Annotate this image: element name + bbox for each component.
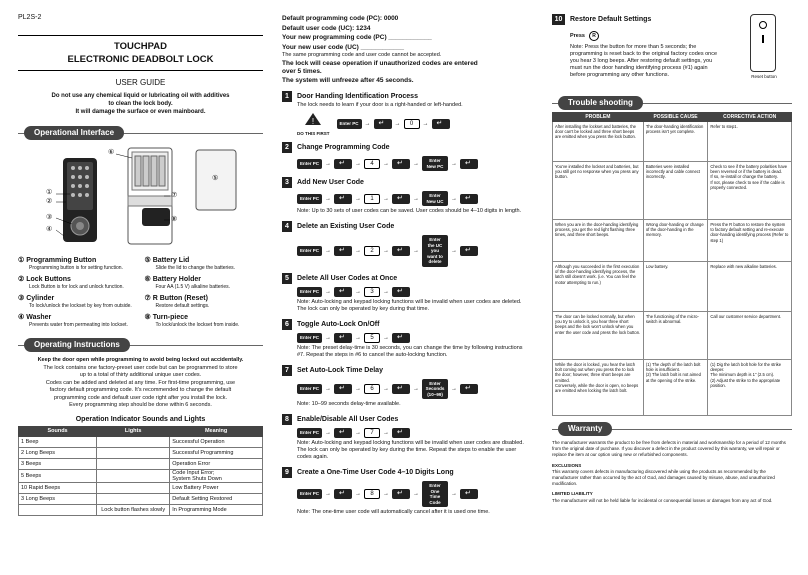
intro-line: factory default programming code. It's recommended to change the default bbox=[49, 387, 232, 393]
warning-line-3: It will damage the surface or even mainboard. bbox=[75, 109, 206, 115]
warning-icon bbox=[304, 112, 322, 126]
enter-key-icon bbox=[392, 333, 410, 343]
step-note: Note: Up to 30 sets of user codes can be saved. User codes should be 4–10 digits in length. bbox=[297, 208, 522, 214]
component-legend bbox=[18, 256, 263, 328]
intro-line: Codes can be added and deleted at any time. For first-time programming, use bbox=[45, 379, 236, 386]
section-title: Trouble shooting bbox=[558, 96, 643, 110]
enter-pc-key: Enter PC bbox=[297, 287, 322, 297]
step-title: Change Programming Code bbox=[297, 144, 390, 151]
r-button-icon: R bbox=[589, 31, 599, 41]
legend-desc: Prevents water from permeating into lockset. bbox=[29, 322, 128, 328]
lock-diagram-svg bbox=[18, 144, 263, 252]
column-header: Meaning bbox=[170, 426, 263, 436]
code-note: The same programming code and user code cannot be accepted. bbox=[282, 52, 442, 58]
column-3 bbox=[552, 14, 792, 504]
column-header: PROBLEM bbox=[553, 113, 644, 122]
enter-key-icon bbox=[460, 246, 478, 256]
legend-item bbox=[18, 275, 137, 290]
table-row: 1 Beep Successful Operation bbox=[19, 436, 263, 447]
table-row: 3 Beeps Operation Error bbox=[19, 458, 263, 469]
enter-key-icon bbox=[460, 384, 478, 394]
sounds-table bbox=[18, 426, 263, 516]
step-10 bbox=[552, 14, 792, 94]
intro-line: The lock contains one factory-preset user code but can be programmed to store bbox=[43, 364, 238, 371]
legend-title: Lock Buttons bbox=[26, 276, 71, 283]
digit-key: 6 bbox=[364, 384, 380, 394]
arrow-icon: → bbox=[364, 121, 371, 127]
table-row: After installing the lockset and batteries, the door can't be locked and three short beeps are emitted when you press the lock button. The door-handing identification process isn't yet complete. Refer to step1. bbox=[553, 122, 792, 162]
legend-desc: Four AA (1.5 V) alkaline batteries. bbox=[155, 284, 230, 290]
enter-key-icon bbox=[334, 287, 352, 297]
digit-key: 1 bbox=[364, 194, 380, 204]
legend-item bbox=[18, 294, 137, 309]
step-title: Delete an Existing User Code bbox=[297, 223, 395, 230]
step-number: 9 bbox=[282, 467, 292, 478]
enter-key-icon bbox=[334, 194, 352, 204]
digit-key: 2 bbox=[364, 246, 380, 256]
legend-num: ⑥ bbox=[144, 276, 151, 283]
step-number: 10 bbox=[552, 14, 565, 25]
section-trouble-shooting bbox=[552, 96, 792, 110]
section-operational-interface bbox=[18, 126, 263, 140]
key-sequence: Enter PC → ↵ → 5 → ↵ bbox=[297, 333, 530, 343]
step-note: Note: Auto-locking and keypad locking functions will be invalid when user codes are disabled. The lock can only be operated by key during the time. Repeat the steps to enable the user codes again. bbox=[297, 440, 524, 460]
sounds-table-title: Operation Indicator Sounds and Lights bbox=[75, 415, 206, 423]
step-8 bbox=[282, 414, 530, 461]
step-4 bbox=[282, 221, 530, 267]
enter-pc-key: Enter PC bbox=[297, 333, 322, 343]
table-row: 5 Beeps Code Input Error; System Shuts Down bbox=[19, 469, 263, 482]
step-number: 7 bbox=[282, 365, 292, 376]
title-line-2: ELECTRONIC DEADBOLT LOCK bbox=[67, 54, 214, 65]
column-header: CORRECTIVE ACTION bbox=[708, 113, 792, 122]
step-title: Delete All User Codes at Once bbox=[297, 274, 398, 282]
key-sequence: Enter PC → ↵ → 3 → ↵ bbox=[297, 287, 530, 297]
reset-bar-icon bbox=[762, 35, 764, 43]
do-this-first-label: DO THIS FIRST bbox=[297, 131, 330, 136]
table-row: While the door is locked, you hear the latch bolt coming out when you press the to lock the door; however, three short beeps are emitted. Conversely, while the door is open, no beeps are emitted when locking the latch bolt. (1) The depth of the latch bolt hole is insufficient. (2) The latch bolt is not aimed at the opening of the strike. (1) Dig the latch bolt hole for the strike deeper. The minimum depth is 1" (2.5 cm). (2) Adjust the strike to the appropriate position. bbox=[553, 360, 792, 416]
troubleshooting-table bbox=[552, 112, 792, 416]
step-desc: The lock needs to learn if your door is a right-handed or left-handed. bbox=[297, 102, 463, 108]
column-header: Sounds bbox=[19, 426, 97, 436]
step-number: 2 bbox=[282, 142, 292, 153]
legend-item bbox=[145, 313, 264, 328]
step-number: 8 bbox=[282, 414, 292, 425]
table-row: You've installed the lockset and batteries, but you still get no response when you press any button. Batteries were installed incorrectly and cable connect incorrectly. Check to see if the battery polarities have been reversed or if the battery is dead. If so, re-install or change the battery. If not, please check to see if the cable is properly connected. bbox=[553, 162, 792, 220]
key-sequence: Enter PC → ↵ → 6 → ↵ → Enter Seconds (10~99) → ↵ bbox=[297, 379, 530, 400]
step-note: Note: The preset delay-time is 30 seconds, you can change the time by following instructions #7. Repeat the steps in #6 to cancel the auto-locking function. bbox=[297, 344, 523, 358]
enter-key-icon bbox=[460, 159, 478, 169]
digit-key: 5 bbox=[364, 333, 380, 343]
step-5 bbox=[282, 273, 530, 313]
step-title: Toggle Auto-Lock On/Off bbox=[297, 320, 380, 328]
enter-key-icon bbox=[334, 159, 352, 169]
enter-key-icon bbox=[334, 333, 352, 343]
enter-seconds-key: Enter Seconds (10~99) bbox=[422, 379, 448, 400]
legend-item bbox=[145, 294, 264, 309]
liability-title: LIMITED LIABILITY bbox=[552, 491, 593, 497]
warranty-text: The manufacturer warrants the product to be free from defects in material and workmanship for a period of 12 months from the original date of purchase. If you discover a defect in the product covered by this warranty, we will repair or replace the item at our option using new or refurbished components. bbox=[552, 440, 786, 458]
legend-num: ⑤ bbox=[144, 257, 151, 264]
legend-num: ④ bbox=[18, 314, 25, 321]
digit-key: 7 bbox=[364, 428, 380, 438]
step-note: Note: Press the button for more than 5 seconds; the programming is reset back to the original factory codes once you hear 3 long beeps. After restoring default settings, you must run the door handing identifying process (#1) again before programming any other functions. bbox=[570, 44, 718, 78]
legend-num: ③ bbox=[18, 295, 25, 302]
enter-pc-key: Enter PC bbox=[337, 119, 362, 129]
turn-piece bbox=[142, 208, 170, 226]
enter-new-pc-key: Enter New PC bbox=[422, 156, 448, 171]
key-sequence: Enter PC → ↵ → 1 → ↵ → Enter New UC → ↵ bbox=[297, 191, 530, 206]
legend-item bbox=[145, 256, 264, 271]
callout-1: ① bbox=[46, 189, 53, 196]
digit-key: 3 bbox=[364, 287, 380, 297]
table-header-row bbox=[553, 113, 792, 122]
step-note: Note: Auto-locking and keypad locking functions will be invalid when user codes are deleted. The lock can only be operated by key during that time. bbox=[297, 298, 522, 312]
enter-key-icon bbox=[392, 489, 410, 499]
key-sequence: Enter PC → ↵ → 7 → ↵ bbox=[297, 428, 530, 438]
intro-line: up to a total of thirty additional unique user codes. bbox=[79, 372, 202, 378]
key-sequence bbox=[297, 112, 530, 136]
legend-desc: Lock Button is for lock and unlock function. bbox=[29, 284, 124, 290]
intro-text bbox=[18, 357, 263, 410]
exclusions bbox=[552, 463, 792, 488]
svg-text:!: ! bbox=[312, 117, 315, 126]
step-note: Note: 10–99 seconds delay-time available. bbox=[297, 401, 401, 407]
callout-6: ⑥ bbox=[108, 149, 115, 156]
cylinder-core bbox=[76, 222, 84, 230]
enter-key-icon bbox=[392, 159, 410, 169]
step-number: 4 bbox=[282, 221, 292, 232]
step-title: Enable/Disable All User Codes bbox=[297, 416, 399, 423]
legend-desc: Slide the lid to change the batteries. bbox=[155, 265, 235, 271]
step-9 bbox=[282, 467, 530, 516]
legend-num: ⑧ bbox=[144, 314, 151, 321]
enter-key-icon bbox=[460, 489, 478, 499]
table-row: 3 Long Beeps Default Setting Restored bbox=[19, 493, 263, 504]
callout-2: ② bbox=[46, 198, 53, 205]
section-warranty bbox=[552, 422, 792, 436]
enter-one-time-code-key: Enter One Time Code bbox=[422, 481, 448, 507]
table-row: 2 Long Beeps Successful Programming bbox=[19, 447, 263, 458]
press-label: Press bbox=[570, 33, 585, 39]
legend-desc: To lock/unlock the lockset from inside. bbox=[155, 322, 240, 328]
step-1 bbox=[282, 91, 530, 136]
step-title: Door Handing Identification Process bbox=[297, 93, 418, 100]
enter-key-icon bbox=[392, 194, 410, 204]
enter-pc-key: Enter PC bbox=[297, 194, 322, 204]
limited-liability bbox=[552, 491, 792, 503]
key-sequence: Enter PC → ↵ → 4 → ↵ → Enter New PC → ↵ bbox=[297, 156, 530, 171]
step-title: Create a One-Time User Code 4–10 Digits Long bbox=[297, 469, 454, 476]
intro-line: Every programming step should be done within 6 seconds. bbox=[69, 402, 212, 408]
legend-num: ⑦ bbox=[144, 295, 151, 302]
enter-key-icon bbox=[460, 194, 478, 204]
legend-title: Battery Holder bbox=[152, 276, 201, 283]
section-operating-instructions bbox=[18, 338, 263, 352]
legend-num: ① bbox=[18, 257, 25, 264]
step-note: Note: The one-time user code will automatically cancel after it is used one time. bbox=[297, 509, 490, 515]
reset-area bbox=[128, 196, 172, 206]
title-line-1: TOUCHPAD bbox=[114, 41, 167, 52]
new-uc: Your new user code (UC) ____________ bbox=[282, 43, 404, 51]
legend-title: Washer bbox=[26, 314, 52, 321]
lockout-warning-1: The lock will cease operation if unauthorized codes are entered bbox=[282, 59, 478, 67]
enter-pc-key: Enter PC bbox=[297, 246, 322, 256]
column-1 bbox=[18, 14, 263, 516]
model-number: PL2S-2 bbox=[18, 14, 42, 21]
legend-desc: To lock/unlock the lockset by key from outside. bbox=[29, 303, 132, 309]
enter-new-uc-key: Enter New UC bbox=[422, 191, 448, 206]
legend-num: ② bbox=[18, 276, 25, 283]
table-row: Although you succeeded in the first execution of the door-handing identifying process, the latch still doesn't work. (i.e. You can feel the motor attempting to run.) Low battery. Replace with new alkaline batteries. bbox=[553, 262, 792, 312]
enter-key-icon bbox=[392, 384, 410, 394]
enter-pc-key: Enter PC bbox=[297, 489, 322, 499]
do-this-first bbox=[297, 112, 330, 136]
legend-title: R Button (Reset) bbox=[152, 295, 208, 302]
table-row: 10 Rapid Beeps Low Battery Power bbox=[19, 482, 263, 493]
table-row: The door can be locked normally, but when you try to unlock it, you hear three short beeps and the lock won't unlock when you enter the user code and press the lock button. The functioning of the micro-switch is abnormal. Call our customer service department. bbox=[553, 312, 792, 360]
step-3 bbox=[282, 177, 530, 215]
step-number: 5 bbox=[282, 273, 292, 284]
enter-key-icon bbox=[334, 428, 352, 438]
title-box bbox=[18, 35, 263, 71]
enter-pc-key: Enter PC bbox=[297, 384, 322, 394]
lockout-warning-2: over 5 times. bbox=[282, 68, 322, 75]
step-6 bbox=[282, 319, 530, 359]
enter-key-icon bbox=[334, 489, 352, 499]
new-pc: Your new programming code (PC) ____________ bbox=[282, 34, 432, 41]
digit-key: 4 bbox=[364, 159, 380, 169]
enter-key-icon bbox=[392, 246, 410, 256]
legend-item bbox=[18, 313, 137, 328]
exclusions-text: This warranty covers defects in manufacturing discovered while using the products as recommended by the manufacturer rather than occurred by the act of God, and damages caused by misuse, abuse, and unauthorized modification. bbox=[552, 468, 775, 487]
step-number: 6 bbox=[282, 319, 292, 330]
reset-button-label: Reset button bbox=[751, 74, 777, 79]
warning-line-1: Do not use any chemical liquid or lubricating oil with additives bbox=[51, 93, 230, 99]
arrow-icon: → bbox=[394, 121, 401, 127]
default-uc: Default user code (UC): 1234 bbox=[282, 24, 371, 32]
legend-title: Turn-piece bbox=[152, 314, 188, 321]
enter-pc-key: Enter PC bbox=[297, 428, 322, 438]
enter-key-icon bbox=[392, 287, 410, 297]
enter-key-icon bbox=[334, 246, 352, 256]
legend-title: Programming Button bbox=[26, 257, 97, 264]
intro-line: programming code and default user code right after you install the lock. bbox=[53, 394, 228, 401]
enter-key-icon bbox=[392, 428, 410, 438]
section-title: Operating Instructions bbox=[24, 338, 130, 352]
table-header-row bbox=[19, 426, 263, 436]
step-number: 3 bbox=[282, 177, 292, 188]
section-title: Warranty bbox=[558, 422, 612, 436]
callout-5: ⑤ bbox=[212, 175, 219, 182]
step-title: Set Auto-Lock Time Delay bbox=[297, 366, 383, 374]
enter-key-icon bbox=[432, 119, 450, 129]
warning-line-2: to clean the lock body. bbox=[108, 101, 173, 107]
table-row: When you are in the door-handing identifying process, you get the red light flashing three times, and three short beeps. Wrong door-handing or change of the door-handing in the memory. Press the R button to restore the system to factory default setting and re-execute door-handing identifying process (Refer to step 1) bbox=[553, 220, 792, 262]
enter-key-icon bbox=[374, 119, 392, 129]
digit-key: 0 bbox=[404, 119, 420, 129]
legend-title: Battery Lid bbox=[152, 257, 190, 264]
lock-illustration bbox=[18, 144, 263, 252]
lockout-warning-3: The system will unfreeze after 45 seconds. bbox=[282, 76, 414, 84]
legend-title: Cylinder bbox=[26, 295, 55, 302]
cleaning-warning bbox=[18, 92, 263, 116]
enter-uc-delete-key: Enter the UC you want to delete bbox=[422, 235, 448, 267]
step-7 bbox=[282, 365, 530, 409]
key-sequence: Enter PC → ↵ → 8 → ↵ → Enter One Time Code → ↵ bbox=[297, 481, 530, 507]
section-title: Operational Interface bbox=[24, 126, 124, 140]
legend-item bbox=[18, 256, 137, 271]
table-row: Lock button flashes slowly In Programming Mode bbox=[19, 504, 263, 515]
step-number: 1 bbox=[282, 91, 292, 102]
callout-7: ⑦ bbox=[171, 192, 178, 199]
exclusions-title: EXCLUSIONS bbox=[552, 462, 582, 468]
step-title: Restore Default Settings bbox=[570, 16, 652, 23]
callout-3: ③ bbox=[46, 214, 53, 221]
key-sequence: Enter PC → ↵ → 2 → ↵ → Enter the UC you want to delete → ↵ bbox=[297, 235, 530, 267]
enter-pc-key: Enter PC bbox=[297, 159, 322, 169]
step-2 bbox=[282, 142, 530, 171]
arrow-icon: → bbox=[422, 121, 429, 127]
digit-key: 8 bbox=[364, 489, 380, 499]
reset-button-diagram bbox=[750, 14, 776, 72]
legend-desc: Programming button is for setting function. bbox=[29, 265, 123, 271]
liability-text: The manufacturer will not be held liable for incidental or consequential losses or damages from any act of God. bbox=[552, 497, 773, 503]
callout-4: ④ bbox=[46, 226, 53, 233]
enter-key-icon bbox=[334, 384, 352, 394]
user-guide-label: USER GUIDE bbox=[115, 78, 166, 87]
column-header: Lights bbox=[97, 426, 170, 436]
column-header: POSSIBLE CAUSE bbox=[643, 113, 708, 122]
intro-bold: Keep the door open while programming to avoid being locked out accidentally. bbox=[37, 357, 244, 363]
default-pc: Default programming code (PC): 0000 bbox=[282, 15, 399, 22]
step-title: Add New User Code bbox=[297, 179, 364, 186]
legend-item bbox=[145, 275, 264, 290]
reset-circle-icon bbox=[759, 21, 767, 29]
callout-8: ⑧ bbox=[171, 216, 178, 223]
legend-desc: Restore default settings. bbox=[155, 303, 210, 309]
column-2 bbox=[282, 14, 530, 516]
